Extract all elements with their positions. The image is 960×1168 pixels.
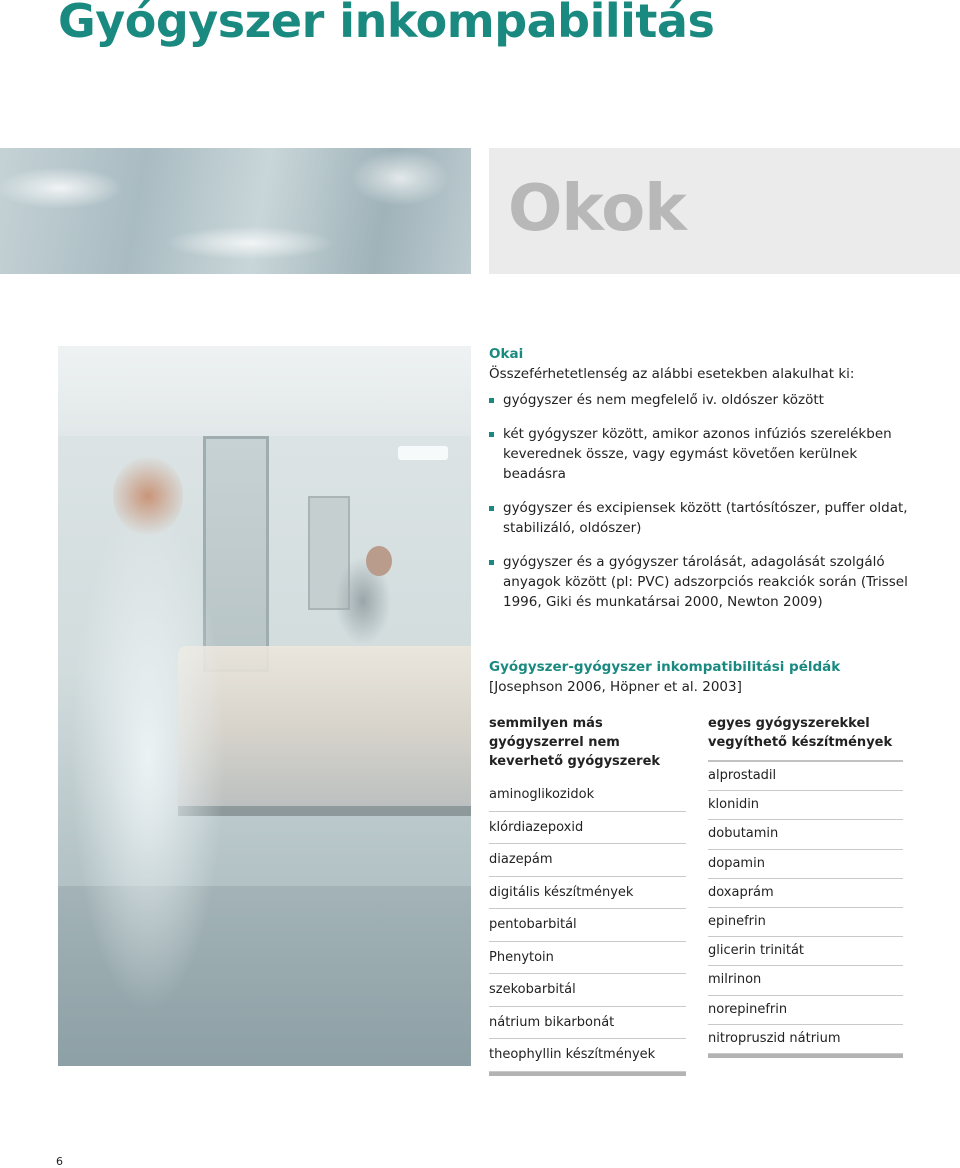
incompatible-drug-item: diazepám (489, 844, 686, 877)
incompatible-drug-item: digitális készítmények (489, 877, 686, 910)
incompatible-drug-item: szekobarbitál (489, 974, 686, 1007)
causes-list (489, 390, 909, 612)
mixable-drug-item: glicerin trinitát (708, 937, 903, 966)
mixable-drug-item: doxaprám (708, 879, 903, 908)
photo-lamp (398, 446, 448, 460)
causes-list-item (489, 498, 909, 538)
bullet-square-icon (489, 432, 494, 437)
mixable-drug-item: alprostadil (708, 762, 903, 791)
incompatible-drug-item: Phenytoin (489, 942, 686, 975)
bullet-square-icon (489, 560, 494, 565)
column-end-bar (489, 1072, 686, 1076)
incompatible-column-header: semmilyen más gyógyszerrel nem keverhető gyógyszerek (489, 716, 661, 769)
mixable-drug-item: epinefrin (708, 908, 903, 937)
mixable-drug-item: milrinon (708, 966, 903, 995)
mixable-drug-item: norepinefrin (708, 996, 903, 1025)
causes-intro: Összeférhetetlenség az alábbi esetekben alakulhat ki: (489, 366, 855, 382)
causes-item-text: gyógyszer és nem megfelelő iv. oldószer között (503, 392, 824, 408)
incompatible-drugs-column (489, 714, 686, 1076)
mixable-drugs-column (708, 714, 903, 1058)
hospital-corridor-photo (58, 346, 471, 1066)
causes-list-item (489, 552, 909, 612)
causes-list-item (489, 424, 909, 484)
column-end-bar (708, 1054, 903, 1058)
photo-nurse-figure (58, 456, 258, 1056)
causes-heading: Okai (489, 346, 524, 362)
water-photo (0, 148, 471, 274)
photo-nurse-head (113, 456, 183, 536)
causes-list-item (489, 390, 909, 410)
causes-item-text: gyógyszer és excipiensek között (tartósítószer, puffer oldat, stabilizáló, oldószer) (503, 500, 908, 536)
bullet-square-icon (489, 506, 494, 511)
photo-patient-head (366, 546, 392, 576)
incompatible-drug-item: aminoglikozidok (489, 779, 686, 812)
incompatible-drug-item: nátrium bikarbonát (489, 1007, 686, 1040)
incompatible-drug-item: klórdiazepoxid (489, 812, 686, 845)
mixable-column-header: egyes gyógyszerekkel vegyíthető készítmények (708, 714, 903, 762)
examples-reference: [Josephson 2006, Höpner et al. 2003] (489, 679, 742, 695)
mixable-drug-item: dobutamin (708, 820, 903, 849)
page-title: Gyógyszer inkompabilitás (58, 0, 715, 48)
mixable-drug-item: nitropruszid nátrium (708, 1025, 903, 1054)
causes-section (489, 344, 909, 626)
mixable-drug-item: klonidin (708, 791, 903, 820)
mixable-drug-item: dopamin (708, 850, 903, 879)
incompatible-drug-item: pentobarbitál (489, 909, 686, 942)
examples-heading: Gyógyszer-gyógyszer inkompatibilitási példák (489, 659, 841, 675)
incompatible-drug-item: theophyllin készítmények (489, 1039, 686, 1072)
page-number: 6 (56, 1155, 63, 1168)
causes-item-text: két gyógyszer között, amikor azonos infúziós szerelékben keverednek össze, vagy egymást követően kerülnek beadásra (503, 426, 892, 482)
bullet-square-icon (489, 398, 494, 403)
section-title: Okok (508, 172, 686, 246)
photo-ceiling (58, 346, 471, 436)
causes-item-text: gyógyszer és a gyógyszer tárolását, adagolását szolgáló anyagok között (pl: PVC) adszorpciós reakciók során (Trissel 1996, Giki és munkatársai 2000, Newton 2009) (503, 554, 908, 610)
section-title-box (489, 148, 960, 274)
